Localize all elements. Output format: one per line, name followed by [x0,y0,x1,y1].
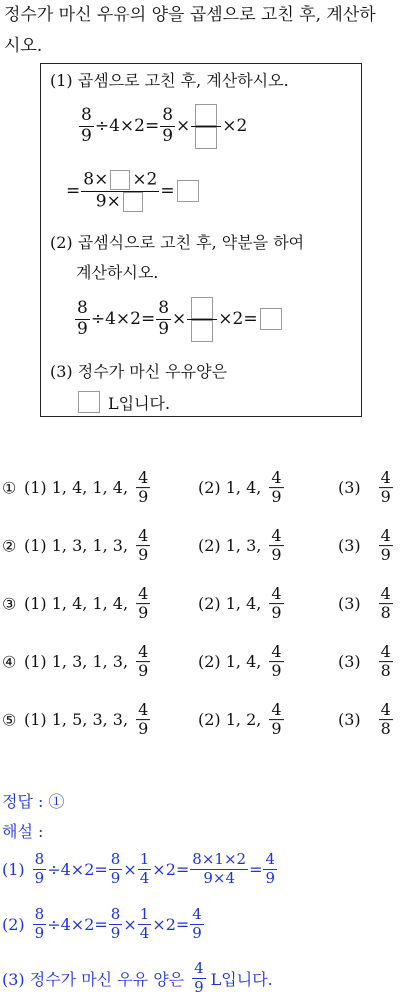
answer-blank[interactable] [191,297,213,319]
option-part2-text: (2) 1, 2, [198,710,262,730]
option-part1-text: (1) 1, 4, 1, 4, [24,594,129,614]
solution-step-3: (3) 정수가 마신 우유 양은 4 9 L입니다. [2,959,273,996]
option-3[interactable]: ③ (1) 1, 4, 1, 4, 4 9 (2) 1, 4, 4 9 (3) 4 8 [2,584,391,623]
option-part3-text: (3) [338,710,361,730]
answer-blank[interactable] [191,320,213,342]
answer-blank[interactable] [177,180,199,202]
option-mark: ② [2,536,17,556]
part2-label-cont: 계산하시오. [76,262,159,282]
part3-unit: L입니다. [108,393,171,413]
option-part3-text: (3) [338,536,361,556]
part1-label: (1) 곱셈으로 고친 후, 계산하시오. [50,70,289,90]
solution-step-1: (1) $\frac{8}{9}$ ÷4×2= $\frac{8}{9}$ × $\frac{1}{4}$ ×2= $\frac{8\times 1\times 2}{9\times 4}$ = $\frac{4}{9}$ [2,850,276,887]
fraction: $\frac{8}{9}$ [162,104,174,146]
part3-label: (3) 정수가 마신 우유양은 [50,361,228,381]
option-part2-text: (2) 1, 4, [198,478,262,498]
part1-equation-2: = $\frac{8\times \times 2}{9\times}$ = [66,162,201,220]
option-part1-text: (1) 1, 3, 1, 3, [24,652,129,672]
option-5[interactable]: ⑤ (1) 1, 5, 3, 3, 4 9 (2) 1, 2, 4 9 (3) 4 8 [2,700,391,739]
answer-blank[interactable] [78,391,100,413]
answer-blank[interactable] [123,192,143,212]
option-part3-text: (3) [338,594,361,614]
part2-equation: $\frac{8}{9}$ ÷4×2= $\frac{8}{9}$ × ×2= [74,290,284,348]
option-mark: ④ [2,652,17,672]
answer-blank[interactable] [195,104,217,126]
fraction: $\frac{8}{9}$ [158,297,170,339]
fraction: $\frac{8}{9}$ [81,104,92,146]
option-4[interactable]: ④ (1) 1, 3, 1, 3, 4 9 (2) 1, 4, 4 9 (3) 4 8 [2,642,391,681]
option-part1-text: (1) 1, 4, 1, 4, [24,478,129,498]
option-part1-text: (1) 1, 3, 1, 3, [24,536,129,556]
question-line-1: 정수가 마신 우유의 양을 곱셈으로 고친 후, 계산하 [4,5,376,25]
fraction-blank [191,104,221,149]
option-part3-text: (3) [338,478,361,498]
solution-step-2: (2) $\frac{8}{9}$ ÷4×2= $\frac{8}{9}$ × $\frac{1}{4}$ ×2= $\frac{4}{9}$ [2,905,202,942]
part2-label: (2) 곱셈식으로 고친 후, 약분을 하여 [50,232,305,252]
option-mark: ① [2,478,17,498]
answer-label: 정답 : ① [2,791,65,811]
part3-answer-line [76,388,170,416]
fraction-blank: $\frac{8\times \times 2}{9\times}$ [83,169,158,211]
question-line-2: 시오. [4,36,43,56]
answer-blank[interactable] [260,308,282,330]
answer-blank[interactable] [195,127,217,149]
fraction: $\frac{8}{9}$ [77,297,88,339]
explanation-label: 해설 : [2,821,44,841]
option-part2-text: (2) 1, 4, [198,594,262,614]
part1-equation-1: $\frac{8}{9}$ ÷4×2= $\frac{8}{9}$ × ×2 [78,96,247,156]
option-part2-text: (2) 1, 3, [198,536,262,556]
option-1[interactable]: ① (1) 1, 4, 1, 4, 4 9 (2) 1, 4, 4 9 (3) 4 9 [2,468,391,507]
option-part2-text: (2) 1, 4, [198,652,262,672]
option-mark: ⑤ [2,710,17,730]
option-part1-text: (1) 1, 5, 3, 3, [24,710,129,730]
fraction-blank [187,297,217,342]
option-part3-text: (3) [338,652,361,672]
option-2[interactable]: ② (1) 1, 3, 1, 3, 4 9 (2) 1, 3, 4 9 (3) 4 9 [2,526,391,565]
answer-blank[interactable] [110,170,130,190]
option-mark: ③ [2,594,17,614]
